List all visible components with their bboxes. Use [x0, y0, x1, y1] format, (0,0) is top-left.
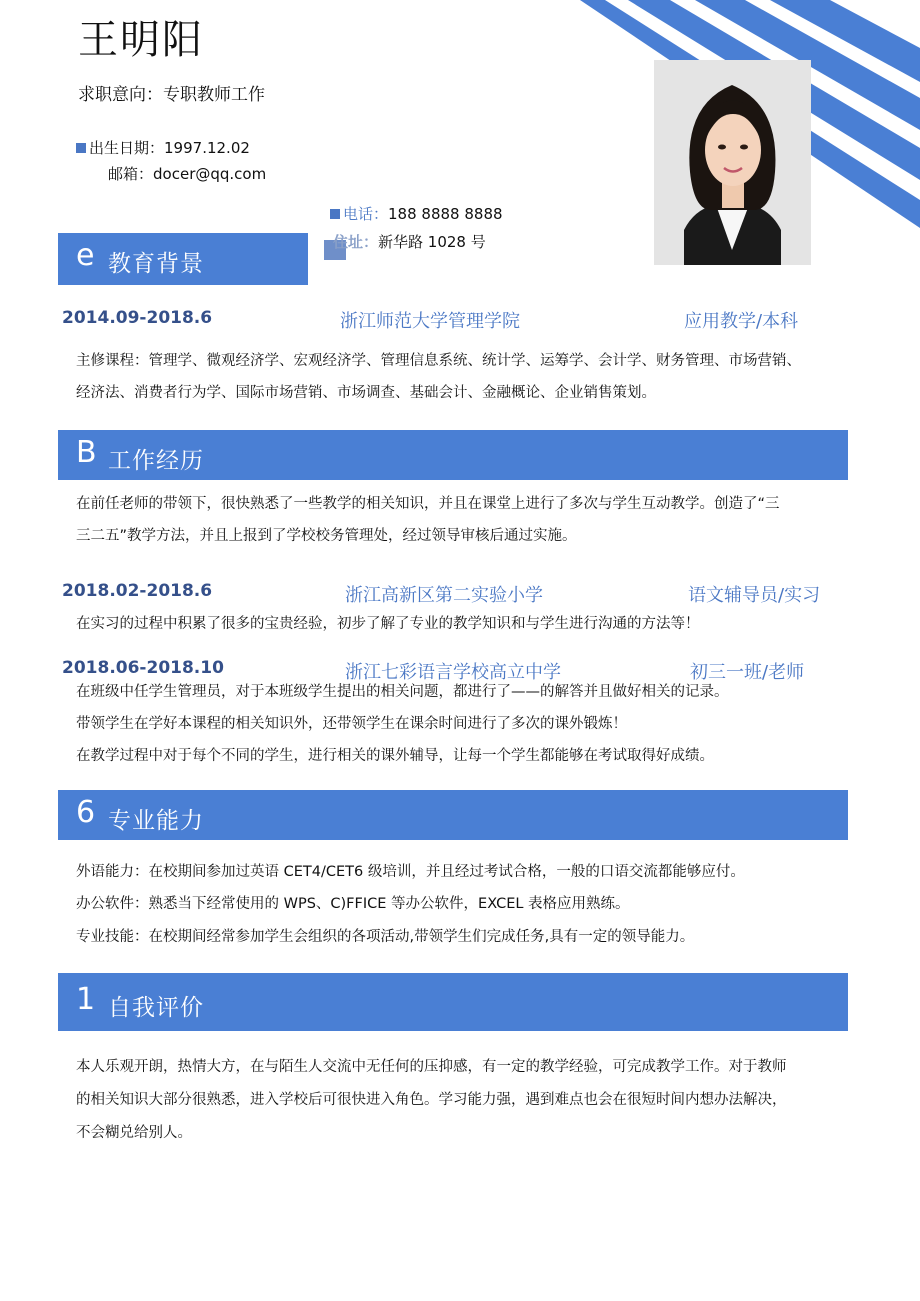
bullet-square-icon	[76, 143, 86, 153]
job2-role: 初三一班/老师	[690, 662, 805, 683]
education-courses-line: 经济法、消费者行为学、国际市场营销、市场调查、基础会计、金融概论、企业销售策划。	[76, 385, 656, 401]
section-work-header	[58, 430, 848, 480]
job2-desc-line: 带领学生在学好本课程的相关知识外，还带领学生在课余时间进行了多次的课外锻炼！	[76, 716, 627, 732]
section-title: 工作经历	[108, 448, 204, 474]
skill-line: 外语能力：在校期间参加过英语 CET4/CET6 级培训，并且经过考试合格，一般的口语交流都能够应付。	[76, 864, 745, 880]
profile-photo	[654, 60, 811, 265]
birth-value: 1997.12.02	[164, 139, 250, 157]
job2-date: 2018.06-2018.10	[62, 658, 224, 678]
job1-desc: 在实习的过程中积累了很多的宝贵经验，初步了解了专业的教学知识和与学生进行沟通的方法等！	[76, 616, 700, 632]
email-label: 邮箱：	[108, 165, 154, 183]
job1-role: 语文辅导员/实习	[688, 585, 821, 606]
phone-value: 188 8888 8888	[388, 205, 503, 223]
job2-desc-line: 在班级中任学生管理员，对于本班级学生提出的相关问题，都进行了——的解答并且做好相关的记录。	[76, 684, 729, 700]
job-intent: 求职意向：专职教师工作	[78, 85, 265, 105]
self-eval-line: 不会糊兑给别人。	[76, 1125, 192, 1141]
section-education-header	[58, 233, 308, 285]
address-value: 新华路 1028 号	[378, 233, 486, 251]
candidate-name: 王明阳	[78, 17, 204, 63]
section-marker: B	[76, 435, 97, 470]
skill-line: 办公软件：熟悉当下经常使用的 WPS、C)FFICE 等办公软件，EXCEL 表格应用熟练。	[76, 896, 630, 912]
job2-desc-line: 在教学过程中对于每个不同的学生，进行相关的课外辅导，让每一个学生都能够在考试取得好成绩。	[76, 748, 714, 764]
section-marker: 1	[76, 982, 96, 1017]
section-title: 专业能力	[108, 808, 204, 834]
birth-label: 出生日期：	[89, 139, 165, 157]
education-school: 浙江师范大学管理学院	[340, 311, 520, 332]
bullet-square-icon	[330, 209, 340, 219]
phone-label: 电话：	[343, 205, 389, 223]
job2-org: 浙江七彩语言学校高立中学	[345, 662, 561, 683]
email	[108, 163, 266, 184]
education-degree: 应用教学/本科	[684, 311, 799, 332]
section-marker: 6	[76, 795, 96, 830]
job1-org: 浙江高新区第二实验小学	[345, 585, 543, 606]
work-intro-line: 在前任老师的带领下，很快熟悉了一些教学的相关知识，并且在课堂上进行了多次与学生互动教学。创造了“三	[76, 496, 780, 512]
address	[333, 231, 486, 252]
email-value: docer@qq.com	[153, 165, 267, 183]
section-marker: e	[76, 238, 95, 273]
job1-date: 2018.02-2018.6	[62, 581, 213, 601]
birth-date	[76, 137, 250, 158]
section-skills-header	[58, 790, 848, 840]
skill-line: 专业技能：在校期间经常参加学生会组织的各项活动,带领学生们完成任务,具有一定的领导能力。	[76, 929, 695, 945]
section-self-header	[58, 973, 848, 1031]
education-date: 2014.09-2018.6	[62, 308, 213, 328]
section-title: 自我评价	[108, 995, 204, 1021]
work-intro-line: 三二五”教学方法，并且上报到了学校校务管理处，经过领导审核后通过实施。	[76, 528, 577, 544]
address-label: 住址：	[333, 233, 379, 251]
phone	[330, 203, 503, 224]
self-eval-line: 本人乐观开朗，热情大方，在与陌生人交流中无任何的压抑感，有一定的教学经验，可完成教学工作。对于教师	[76, 1059, 787, 1075]
education-courses-line: 主修课程：管理学、微观经济学、宏观经济学、管理信息系统、统计学、运筹学、会计学、财务管理、市场营销、	[76, 353, 801, 369]
self-eval-line: 的相关知识大部分很熟悉，进入学校后可很快进入角色。学习能力强，遇到难点也会在很短时间内想办法解决，	[76, 1092, 787, 1108]
section-title: 教育背景	[108, 251, 204, 277]
